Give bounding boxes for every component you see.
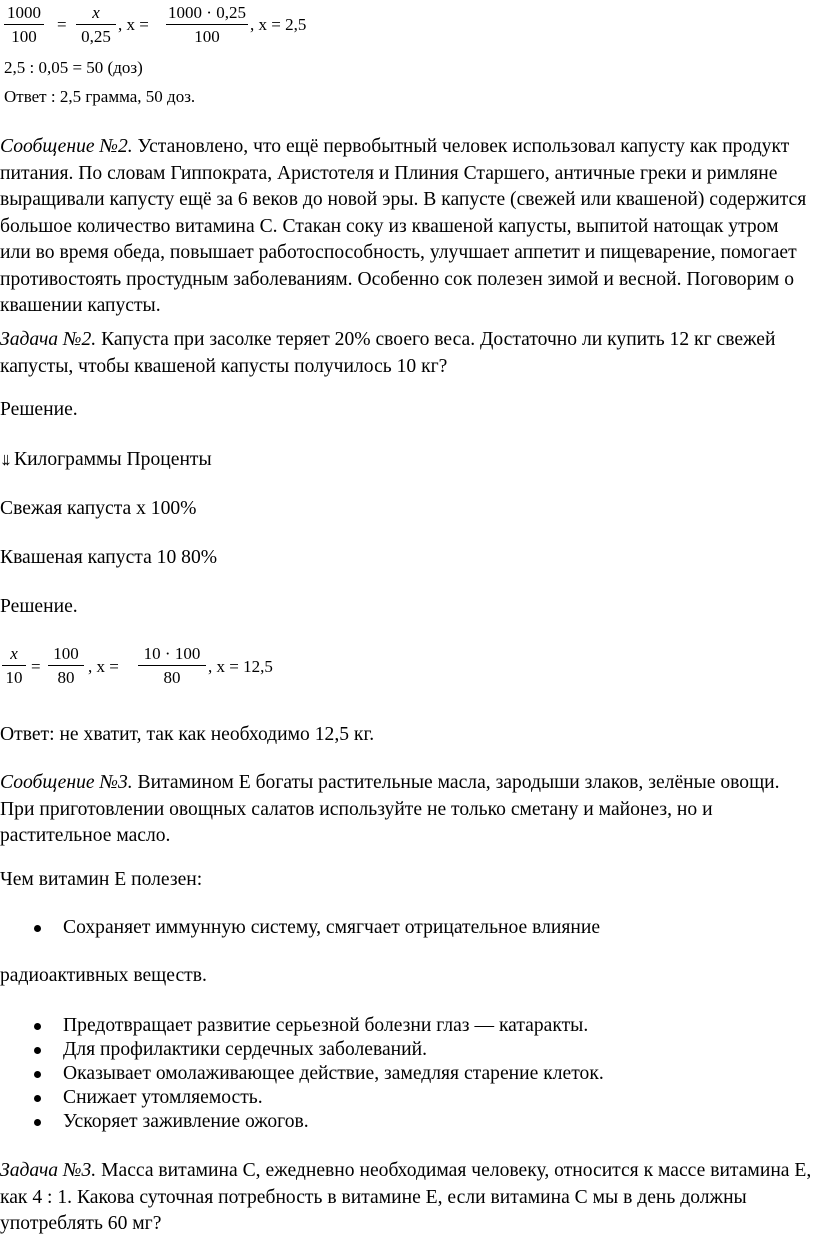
fraction-numerator: 100 — [53, 644, 79, 663]
bullet-icon — [34, 1047, 41, 1054]
fraction-bar — [76, 24, 116, 25]
fraction-denominator: 100 — [194, 27, 220, 46]
bullet-icon — [34, 1095, 41, 1102]
math-result: , x = 12,5 — [208, 657, 273, 676]
bullet-icon — [34, 925, 41, 932]
message-2-label: Сообщение №2. — [0, 136, 133, 157]
fraction-denominator: 0,25 — [81, 27, 111, 46]
fraction-numerator: 1000 · 0,25 — [168, 3, 246, 22]
down-arrows-icon: ↓↓ — [0, 449, 6, 469]
math-result: , x = 2,5 — [250, 15, 307, 34]
math-separator: , x = — [118, 15, 149, 34]
math-answer-line: Ответ : 2,5 грамма, 50 доз. — [4, 87, 196, 106]
fraction-x-10 — [2, 645, 26, 686]
fraction-bar — [48, 665, 84, 666]
task-2-label: Задача №2. — [0, 329, 97, 350]
equals-sign: = — [57, 15, 67, 34]
math-division-line: 2,5 : 0,05 = 50 (доз) — [4, 58, 143, 77]
task-2-text: Капуста при засолке теряет 20% своего веса. Достаточно ли купить 12 кг свежей капусты, чтобы квашеной капусты получилось 10 кг? — [0, 329, 776, 377]
bullet-icon — [34, 1023, 41, 1030]
list-item: Ускоряет заживление ожогов. — [63, 1111, 309, 1132]
fraction-numerator: 10 · 100 — [143, 644, 201, 663]
message-3-text: Витамином Е богаты растительные масла, зародыши злаков, зелёные овощи. При приготовлении овощных салатов используйте не только сметану и майонез, но и растительное масло. — [0, 772, 780, 846]
vitamin-e-intro: Чем витамин Е полезен: — [0, 869, 203, 890]
equals-sign: = — [31, 657, 41, 676]
answer-2: Ответ: не хватит, так как необходимо 12,5 кг. — [0, 724, 375, 745]
fraction-bar — [138, 665, 206, 666]
table-row-sauerkraut: Квашеная капуста 10 80% — [0, 547, 218, 568]
fraction-10x100-80 — [138, 645, 206, 686]
fraction-denominator: 10 — [5, 668, 23, 687]
fraction-denominator: 80 — [57, 668, 75, 687]
task-3-paragraph — [0, 1158, 812, 1238]
list-item-continuation: радиоактивных веществ. — [0, 965, 207, 986]
table-header: Килограммы Проценты — [14, 449, 212, 470]
bullet-icon — [34, 1119, 41, 1126]
fraction-100-80 — [48, 645, 84, 686]
message-3-label: Сообщение №3. — [0, 772, 133, 793]
list-item: Предотвращает развитие серьезной болезни глаз — катаракты. — [63, 1015, 589, 1036]
list-item: Снижает утомляемость. — [63, 1087, 263, 1108]
list-item: Сохраняет иммунную систему, смягчает отрицательное влияние — [63, 917, 601, 938]
fraction-bar — [2, 665, 26, 666]
table-row-fresh: Свежая капуста х 100% — [0, 498, 197, 519]
list-item: Для профилактики сердечных заболеваний. — [63, 1039, 428, 1060]
bullet-icon — [34, 1071, 41, 1078]
fraction-denominator: 100 — [11, 27, 37, 46]
message-2-text: Установлено, что ещё первобытный человек использовал капусту как продукт питания. По словам Гиппократа, Аристотеля и Плиния Старшего, античные греки и римляне выращивали капусту ещё за 6 веков до новой эры. В капусте (свежей или квашеной) содержится большое количество витамина С. Стакан соку из квашеной капусты, выпитой натощак утром или во время обеда, повышает работоспособность, улучшает аппетит и пищеварение, помогает противостоять простудным заболеваниям. Особенно сок полезен зимой и весной. Поговорим о квашении капусты. — [0, 136, 807, 316]
fraction-x-025 — [76, 4, 116, 45]
task-2-paragraph — [0, 327, 812, 380]
list-item: Оказывает омолаживающее действие, замедляя старение клеток. — [63, 1063, 604, 1084]
fraction-numerator: x — [92, 3, 100, 22]
fraction-bar — [4, 24, 44, 25]
task-3-label: Задача №3. — [0, 1160, 97, 1181]
math-separator: , x = — [88, 657, 119, 676]
task-3-text: Масса витамина С, ежедневно необходимая человеку, относится к массе витамина Е, как 4 : 1. Какова суточная потребность в витамине Е, если витамина С мы в день должны употреблять 60 мг? — [0, 1160, 812, 1234]
solution-heading: Решение. — [0, 399, 78, 420]
fraction-denominator: 80 — [163, 668, 181, 687]
solution-heading-2: Решение. — [0, 596, 78, 617]
message-3-paragraph — [0, 770, 812, 850]
fraction-numerator: x — [10, 644, 18, 663]
fraction-1000x025-100 — [166, 4, 248, 45]
fraction-numerator: 1000 — [7, 3, 41, 22]
message-2-paragraph — [0, 134, 812, 320]
fraction-1000-100 — [4, 4, 44, 45]
fraction-bar — [166, 24, 248, 25]
